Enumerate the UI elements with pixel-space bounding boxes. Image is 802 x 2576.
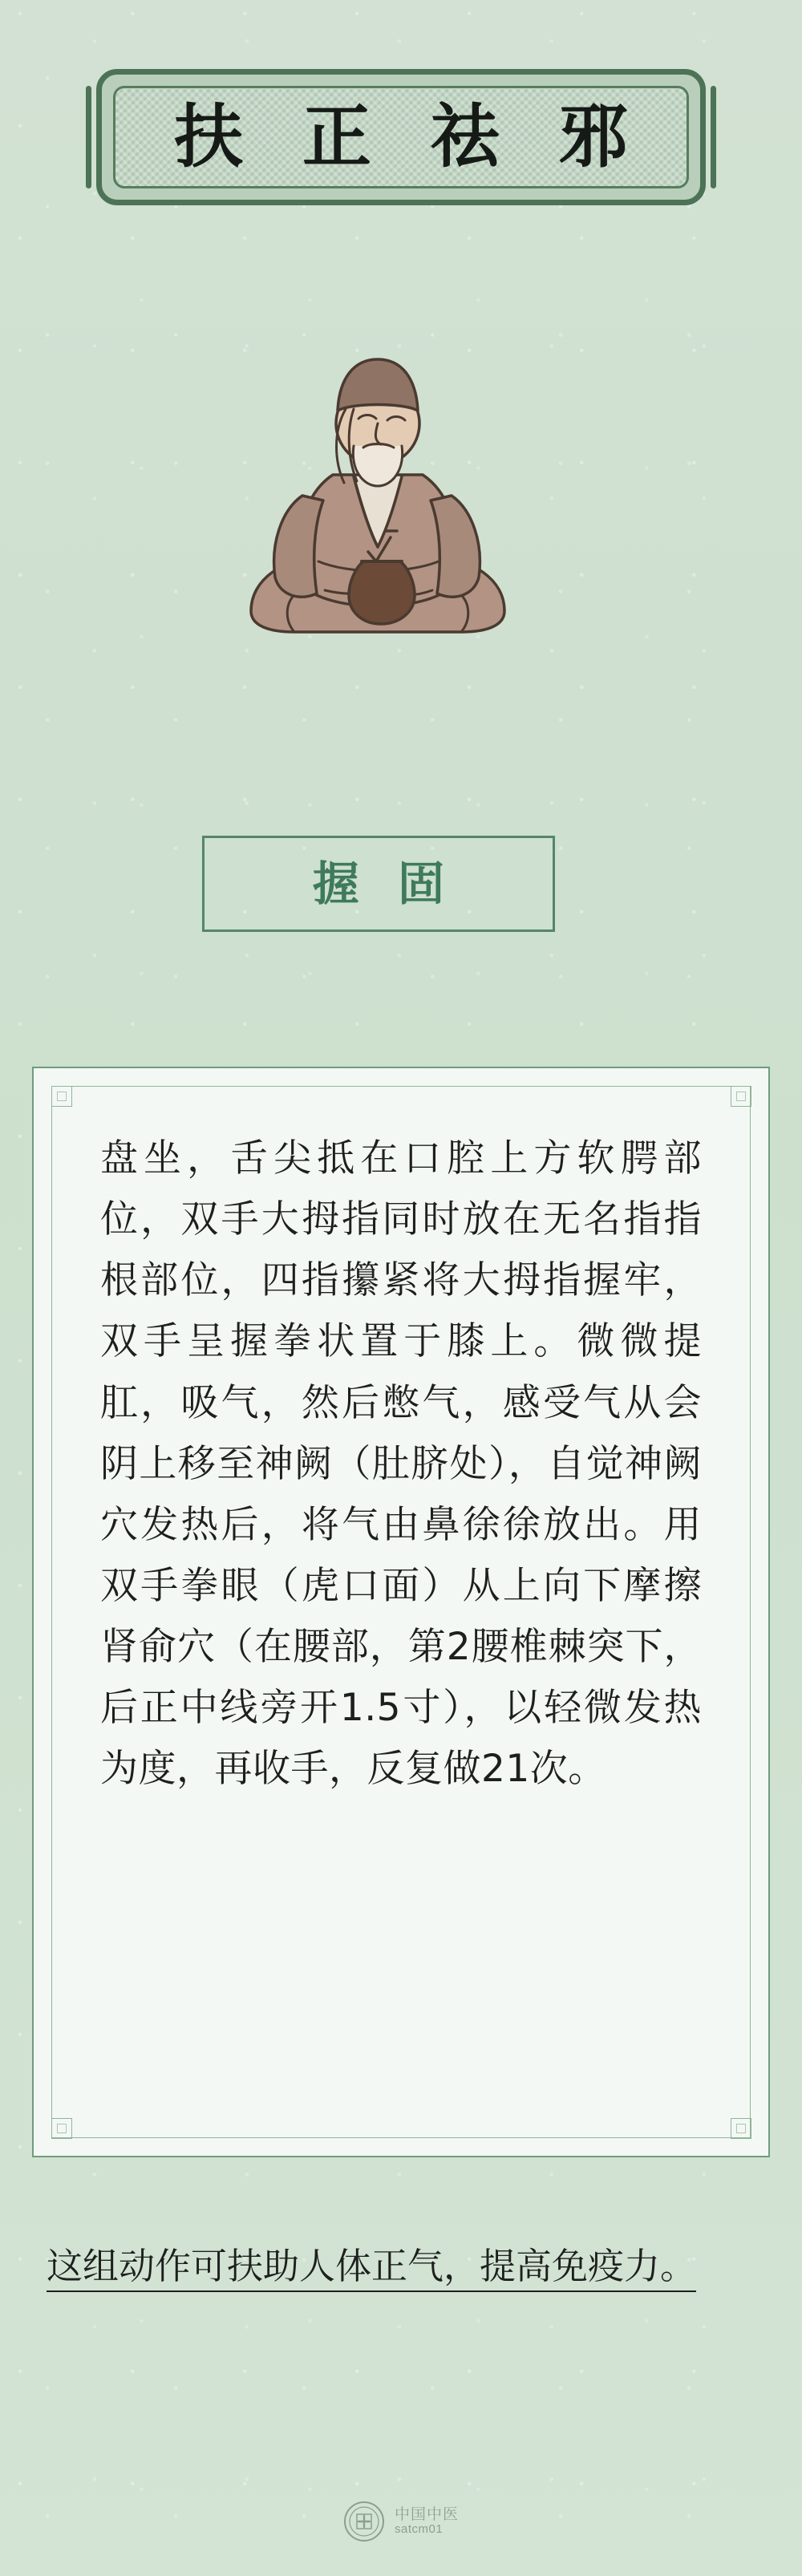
footer	[0, 2501, 802, 2542]
footer-brand	[395, 2506, 459, 2536]
plaque-frame-inner	[113, 86, 689, 188]
page-title: 扶 正 祛 邪	[174, 96, 646, 177]
conclusion-text: 这组动作可扶助人体正气，提高免疫力。	[47, 2245, 696, 2292]
corner-ornament-top-right	[731, 1086, 751, 1107]
footer-name-cn: 中国中医	[394, 2505, 459, 2524]
cross-emblem-logo-icon	[343, 2501, 385, 2542]
instruction-card-inner-border	[51, 1086, 751, 2138]
subtitle-box	[202, 836, 555, 932]
corner-ornament-bottom-left	[51, 2118, 72, 2139]
subtitle-text: 握 固	[312, 857, 456, 911]
footer-name-en: satcm01	[394, 2522, 444, 2537]
instruction-card	[32, 1067, 770, 2157]
instruction-body-text: 盘坐，舌尖抵在口腔上方软腭部位，双手大拇指同时放在无名指指根部位，四指攥紧将大拇指握牢，双手呈握拳状置于膝上。微微提肛，吸气，然后憋气，感受气从会阴上移至神阙（肚脐处），自觉神阙穴发热后，将气由鼻徐徐放出。用双手拳眼（虎口面）从上向下摩擦肾俞穴（在腰部，第2腰椎棘突下，后正中线旁开1.5寸），以轻微发热为度，再收手，反复做21次。	[100, 1136, 702, 1792]
corner-ornament-top-left	[51, 1086, 72, 1107]
plaque-frame-outer	[96, 69, 706, 205]
conclusion-text-block	[47, 2238, 720, 2296]
corner-ornament-bottom-right	[731, 2118, 751, 2139]
seated-elder-holding-jar-icon	[205, 297, 549, 658]
title-plaque	[96, 69, 706, 205]
